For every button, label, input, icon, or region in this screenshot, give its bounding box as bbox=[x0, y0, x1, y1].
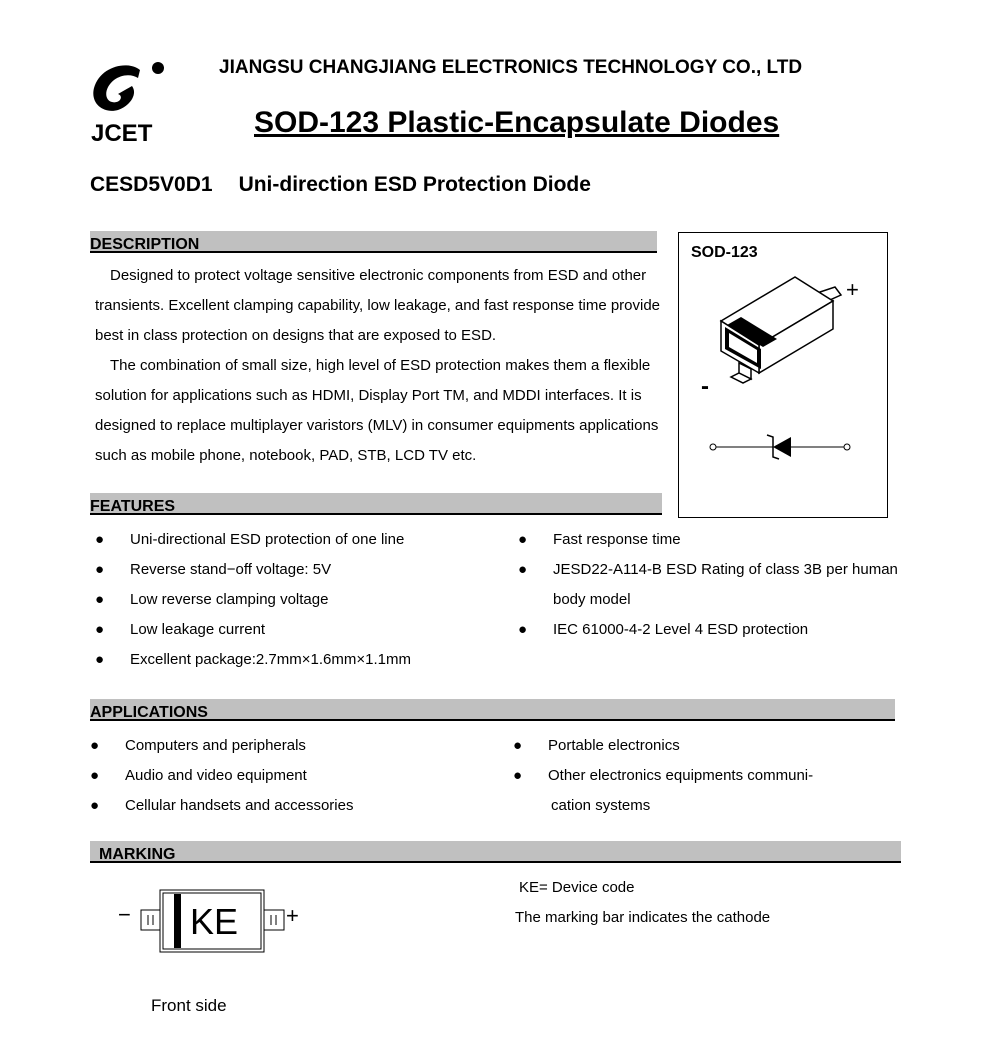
list-item bbox=[518, 555, 908, 585]
marking-code-text: KE bbox=[190, 901, 239, 942]
cathode-bar-note: The marking bar indicates the cathode bbox=[515, 909, 771, 926]
list-item bbox=[513, 761, 903, 791]
feature-text: Low leakage current bbox=[130, 621, 266, 638]
list-item bbox=[90, 731, 490, 761]
bullet-icon: ● bbox=[90, 737, 100, 754]
application-text: cation systems bbox=[551, 797, 651, 814]
list-item bbox=[95, 525, 495, 555]
feature-text: IEC 61000-4-2 Level 4 ESD protection bbox=[553, 621, 809, 638]
application-text: Audio and video equipment bbox=[125, 767, 307, 784]
list-item bbox=[90, 791, 490, 821]
marking-heading: MARKING bbox=[99, 846, 176, 863]
description-line: solution for applications such as HDMI, Display Port TM, and MDDI interfaces. It is bbox=[95, 387, 642, 404]
application-text: Other electronics equipments communi- bbox=[548, 767, 814, 784]
description-heading: DESCRIPTION bbox=[90, 236, 200, 253]
bullet-icon: ● bbox=[90, 767, 100, 784]
package-plus-label: + bbox=[846, 277, 859, 302]
part-description: Uni-direction ESD Protection Diode bbox=[238, 173, 591, 196]
part-number: CESD5V0D1 bbox=[90, 173, 213, 196]
list-item bbox=[95, 585, 495, 615]
description-line: Designed to protect voltage sensitive electronic components from ESD and other bbox=[110, 267, 647, 284]
package-title: SOD-123 bbox=[691, 244, 758, 261]
bullet-icon: ● bbox=[95, 651, 105, 668]
bullet-icon: ● bbox=[90, 797, 100, 814]
description-line: transients. Excellent clamping capability, low leakage, and fast response time provide bbox=[95, 297, 661, 314]
list-item bbox=[95, 615, 495, 645]
package-box bbox=[678, 232, 888, 518]
tvs-diode-symbol-icon bbox=[707, 431, 853, 463]
section-applications bbox=[90, 699, 895, 721]
description-line: best in class protection on designs that are exposed to ESD. bbox=[95, 327, 497, 344]
marking-minus-label: − bbox=[118, 902, 131, 927]
bullet-icon: ● bbox=[518, 621, 528, 638]
feature-text: Uni-directional ESD protection of one line bbox=[130, 531, 405, 548]
application-text: Computers and peripherals bbox=[125, 737, 306, 754]
list-item-continuation bbox=[513, 791, 903, 821]
description-text bbox=[95, 261, 670, 471]
features-heading: FEATURES bbox=[90, 498, 176, 515]
company-name: JIANGSU CHANGJIANG ELECTRONICS TECHNOLOGY CO., LTD bbox=[219, 57, 803, 78]
description-line: such as mobile phone, notebook, PAD, STB, LCD TV etc. bbox=[95, 447, 477, 464]
bullet-icon: ● bbox=[513, 737, 523, 754]
device-code-note: KE= Device code bbox=[519, 879, 635, 896]
list-item bbox=[518, 615, 908, 645]
part-heading bbox=[90, 173, 591, 197]
front-side-label: Front side bbox=[151, 996, 227, 1015]
bullet-icon: ● bbox=[95, 531, 105, 548]
applications-left-list bbox=[90, 731, 490, 821]
features-left-list bbox=[95, 525, 495, 675]
features-right-list bbox=[518, 525, 908, 645]
bullet-icon: ● bbox=[95, 561, 105, 578]
feature-text: Low reverse clamping voltage bbox=[130, 591, 329, 608]
bullet-icon: ● bbox=[513, 767, 523, 784]
list-item-continuation bbox=[518, 585, 908, 615]
bullet-icon: ● bbox=[95, 621, 105, 638]
bullet-icon: ● bbox=[95, 591, 105, 608]
package-minus-label: - bbox=[701, 373, 709, 400]
section-features bbox=[90, 493, 662, 515]
applications-heading: APPLICATIONS bbox=[90, 704, 208, 721]
description-line: designed to replace multiplayer varistors (MLV) in consumer equipments applications bbox=[95, 417, 659, 434]
feature-text: Excellent package:2.7mm×1.6mm×1.1mm bbox=[130, 651, 411, 668]
applications-right-list bbox=[513, 731, 903, 821]
bullet-icon: ● bbox=[518, 531, 528, 548]
list-item bbox=[90, 761, 490, 791]
feature-text: JESD22-A114-B ESD Rating of class 3B per human bbox=[553, 561, 898, 578]
feature-text: Fast response time bbox=[553, 531, 681, 548]
section-description bbox=[90, 231, 657, 253]
logo-text: JCET bbox=[91, 120, 153, 147]
section-marking bbox=[90, 841, 901, 863]
list-item bbox=[95, 645, 495, 675]
feature-text: body model bbox=[553, 591, 631, 608]
list-item bbox=[518, 525, 908, 555]
application-text: Portable electronics bbox=[548, 737, 680, 754]
document-title: SOD-123 Plastic-Encapsulate Diodes bbox=[254, 106, 780, 139]
bullet-icon: ● bbox=[518, 561, 528, 578]
list-item bbox=[513, 731, 903, 761]
description-line: The combination of small size, high level of ESD protection makes them a flexible bbox=[110, 357, 651, 374]
marking-plus-label: + bbox=[286, 903, 299, 928]
application-text: Cellular handsets and accessories bbox=[125, 797, 354, 814]
feature-text: Reverse stand−off voltage: 5V bbox=[130, 561, 332, 578]
list-item bbox=[95, 555, 495, 585]
